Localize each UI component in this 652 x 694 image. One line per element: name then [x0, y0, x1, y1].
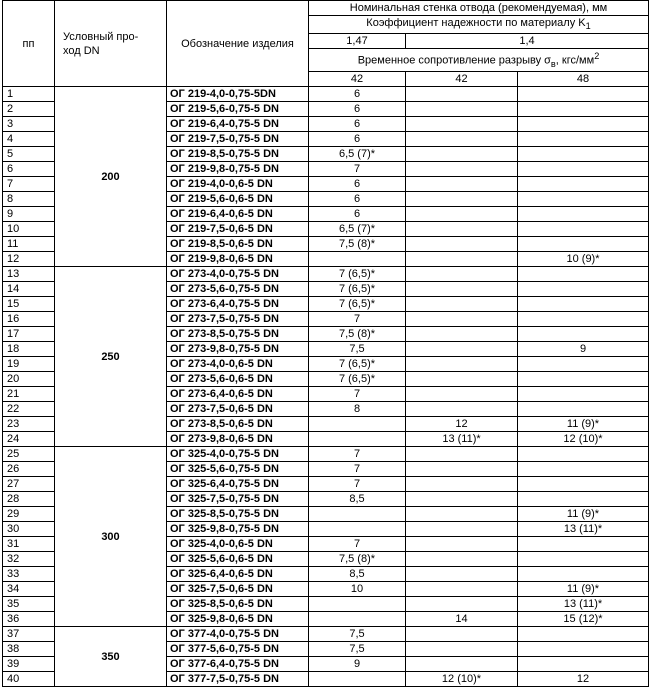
product-designation: ОГ 273-4,0-0,75-5 DN — [167, 267, 309, 282]
product-designation: ОГ 325-9,8-0,6-5 DN — [167, 612, 309, 627]
wall-value-147-42 — [309, 522, 406, 537]
product-designation: ОГ 273-7,5-0,75-5 DN — [167, 312, 309, 327]
product-designation: ОГ 273-8,5-0,6-5 DN — [167, 417, 309, 432]
row-number: 38 — [3, 642, 55, 657]
row-number: 32 — [3, 552, 55, 567]
wall-value-14-42 — [406, 372, 518, 387]
wall-value-14-42 — [406, 462, 518, 477]
row-number: 7 — [3, 177, 55, 192]
row-number: 27 — [3, 477, 55, 492]
product-designation: ОГ 219-6,4-0,6-5 DN — [167, 207, 309, 222]
wall-value-14-48 — [518, 462, 649, 477]
product-designation: ОГ 219-8,5-0,75-5 DN — [167, 147, 309, 162]
product-designation: ОГ 219-4,0-0,6-5 DN — [167, 177, 309, 192]
wall-value-147-42 — [309, 597, 406, 612]
row-number: 35 — [3, 597, 55, 612]
wall-value-147-42: 6 — [309, 87, 406, 102]
wall-value-14-42 — [406, 312, 518, 327]
product-designation: ОГ 273-5,6-0,75-5 DN — [167, 282, 309, 297]
product-designation: ОГ 219-8,5-0,6-5 DN — [167, 237, 309, 252]
wall-value-14-48 — [518, 402, 649, 417]
wall-value-14-42 — [406, 507, 518, 522]
product-designation: ОГ 325-7,5-0,6-5 DN — [167, 582, 309, 597]
product-designation: ОГ 219-5,6-0,75-5 DN — [167, 102, 309, 117]
wall-value-14-48: 13 (11)* — [518, 597, 649, 612]
wall-value-147-42: 7,5 — [309, 627, 406, 642]
wall-value-14-42 — [406, 357, 518, 372]
table-row — [3, 447, 649, 462]
wall-value-147-42: 7 — [309, 312, 406, 327]
header-dn — [55, 1, 167, 87]
row-number: 30 — [3, 522, 55, 537]
row-number: 5 — [3, 147, 55, 162]
wall-value-147-42 — [309, 417, 406, 432]
wall-value-147-42: 7 (6,5)* — [309, 267, 406, 282]
row-number: 22 — [3, 402, 55, 417]
wall-value-14-42 — [406, 222, 518, 237]
wall-value-14-48 — [518, 567, 649, 582]
wall-value-147-42: 7,5 (8)* — [309, 237, 406, 252]
row-number: 39 — [3, 657, 55, 672]
wall-value-14-42 — [406, 87, 518, 102]
wall-value-14-42 — [406, 327, 518, 342]
header-coef-b: 1,4 — [406, 34, 649, 49]
row-number: 15 — [3, 297, 55, 312]
wall-value-14-48 — [518, 357, 649, 372]
wall-value-147-42: 6 — [309, 177, 406, 192]
wall-value-14-42 — [406, 282, 518, 297]
wall-value-14-42: 12 (10)* — [406, 672, 518, 687]
wall-value-147-42: 7 (6,5)* — [309, 282, 406, 297]
product-designation: ОГ 219-7,5-0,6-5 DN — [167, 222, 309, 237]
table-row — [3, 87, 649, 102]
wall-value-14-48 — [518, 102, 649, 117]
wall-value-14-42 — [406, 657, 518, 672]
product-designation: ОГ 219-7,5-0,75-5 DN — [167, 132, 309, 147]
wall-value-14-42 — [406, 147, 518, 162]
header-designation: Обозначение изделия — [167, 1, 309, 87]
table-row — [3, 267, 649, 282]
wall-value-14-42 — [406, 477, 518, 492]
product-designation: ОГ 325-6,4-0,75-5 DN — [167, 477, 309, 492]
header-strength-b: 42 — [406, 72, 518, 87]
row-number: 20 — [3, 372, 55, 387]
header-coef-sub: 1 — [585, 21, 591, 32]
wall-value-147-42: 7,5 (8)* — [309, 552, 406, 567]
header-strength-title — [309, 49, 649, 72]
row-number: 11 — [3, 237, 55, 252]
wall-value-14-48: 13 (11)* — [518, 522, 649, 537]
wall-value-147-42: 7,5 — [309, 642, 406, 657]
wall-value-147-42: 6 — [309, 207, 406, 222]
product-designation: ОГ 325-5,6-0,75-5 DN — [167, 462, 309, 477]
product-designation: ОГ 325-9,8-0,75-5 DN — [167, 522, 309, 537]
wall-value-14-48 — [518, 312, 649, 327]
wall-value-14-48 — [518, 132, 649, 147]
wall-value-14-42: 13 (11)* — [406, 432, 518, 447]
header-wall-title: Номинальная стенка отвода (рекомендуемая), мм — [309, 1, 649, 16]
wall-value-14-42 — [406, 642, 518, 657]
wall-value-14-42 — [406, 447, 518, 462]
product-designation: ОГ 273-8,5-0,75-5 DN — [167, 327, 309, 342]
header-strength-unit: , кгс/мм — [555, 54, 595, 67]
wall-value-14-48: 11 (9)* — [518, 582, 649, 597]
wall-value-14-42 — [406, 342, 518, 357]
wall-value-147-42: 10 — [309, 582, 406, 597]
wall-value-147-42: 6 — [309, 102, 406, 117]
header-strength-a: 42 — [309, 72, 406, 87]
pipe-bend-table — [2, 0, 649, 687]
wall-value-147-42: 7 — [309, 477, 406, 492]
dn-group-cell: 300 — [55, 447, 167, 627]
wall-value-14-48 — [518, 207, 649, 222]
wall-value-14-48 — [518, 162, 649, 177]
wall-value-14-48 — [518, 537, 649, 552]
wall-value-14-48: 12 — [518, 672, 649, 687]
wall-value-147-42 — [309, 252, 406, 267]
row-number: 24 — [3, 432, 55, 447]
wall-value-14-42: 14 — [406, 612, 518, 627]
wall-value-14-48 — [518, 477, 649, 492]
product-designation: ОГ 325-5,6-0,6-5 DN — [167, 552, 309, 567]
wall-value-147-42 — [309, 672, 406, 687]
wall-value-14-48 — [518, 177, 649, 192]
wall-value-14-42 — [406, 582, 518, 597]
wall-value-147-42: 8,5 — [309, 567, 406, 582]
header-strength-sub: в — [550, 59, 556, 70]
header-strength-sup: 2 — [594, 51, 600, 62]
wall-value-14-48 — [518, 642, 649, 657]
wall-value-14-48: 10 (9)* — [518, 252, 649, 267]
wall-value-147-42: 7 (6,5)* — [309, 372, 406, 387]
wall-value-14-48 — [518, 147, 649, 162]
row-number: 28 — [3, 492, 55, 507]
product-designation: ОГ 219-5,6-0,6-5 DN — [167, 192, 309, 207]
wall-value-147-42: 7 — [309, 387, 406, 402]
wall-value-147-42: 7,5 — [309, 342, 406, 357]
product-designation: ОГ 377-6,4-0,75-5 DN — [167, 657, 309, 672]
wall-value-14-42 — [406, 192, 518, 207]
wall-value-14-42 — [406, 162, 518, 177]
row-number: 6 — [3, 162, 55, 177]
row-number: 13 — [3, 267, 55, 282]
wall-value-147-42: 6 — [309, 132, 406, 147]
wall-value-14-48: 11 (9)* — [518, 507, 649, 522]
product-designation: ОГ 377-4,0-0,75-5 DN — [167, 627, 309, 642]
wall-value-14-42 — [406, 552, 518, 567]
wall-value-14-48 — [518, 492, 649, 507]
wall-value-14-42 — [406, 297, 518, 312]
wall-value-14-48 — [518, 387, 649, 402]
wall-value-14-48 — [518, 87, 649, 102]
row-number: 9 — [3, 207, 55, 222]
row-number: 37 — [3, 627, 55, 642]
row-number: 34 — [3, 582, 55, 597]
row-number: 17 — [3, 327, 55, 342]
wall-value-14-42 — [406, 627, 518, 642]
wall-value-14-48 — [518, 372, 649, 387]
wall-value-14-48 — [518, 657, 649, 672]
wall-value-14-48 — [518, 237, 649, 252]
header-dn-line2: ход DN — [63, 44, 100, 57]
wall-value-147-42 — [309, 612, 406, 627]
wall-value-147-42 — [309, 432, 406, 447]
wall-value-147-42: 6,5 (7)* — [309, 147, 406, 162]
row-number: 8 — [3, 192, 55, 207]
product-designation: ОГ 377-5,6-0,75-5 DN — [167, 642, 309, 657]
table-row — [3, 627, 649, 642]
wall-value-147-42: 6 — [309, 117, 406, 132]
wall-value-14-42 — [406, 492, 518, 507]
wall-value-14-48 — [518, 222, 649, 237]
row-number: 18 — [3, 342, 55, 357]
wall-value-147-42: 7 (6,5)* — [309, 297, 406, 312]
product-designation: ОГ 325-4,0-0,6-5 DN — [167, 537, 309, 552]
header-dn-line1: Условный про- — [63, 30, 139, 43]
wall-value-147-42: 8,5 — [309, 492, 406, 507]
wall-value-14-48: 15 (12)* — [518, 612, 649, 627]
row-number: 2 — [3, 102, 55, 117]
wall-value-14-42 — [406, 117, 518, 132]
wall-value-147-42: 8 — [309, 402, 406, 417]
wall-value-14-42 — [406, 132, 518, 147]
row-number: 25 — [3, 447, 55, 462]
product-designation: ОГ 377-7,5-0,75-5 DN — [167, 672, 309, 687]
dn-group-cell: 200 — [55, 87, 167, 267]
wall-value-14-48 — [518, 552, 649, 567]
product-designation: ОГ 273-6,4-0,75-5 DN — [167, 297, 309, 312]
row-number: 40 — [3, 672, 55, 687]
dn-group-cell: 350 — [55, 627, 167, 687]
product-designation: ОГ 219-4,0-0,75-5DN — [167, 87, 309, 102]
row-number: 12 — [3, 252, 55, 267]
product-designation: ОГ 273-9,8-0,6-5 DN — [167, 432, 309, 447]
wall-value-14-42 — [406, 177, 518, 192]
product-designation: ОГ 219-6,4-0,75-5 DN — [167, 117, 309, 132]
wall-value-14-42 — [406, 252, 518, 267]
wall-value-147-42: 7 (6,5)* — [309, 357, 406, 372]
product-designation: ОГ 325-4,0-0,75-5 DN — [167, 447, 309, 462]
row-number: 23 — [3, 417, 55, 432]
wall-value-14-48: 9 — [518, 342, 649, 357]
table-header — [3, 1, 649, 87]
wall-value-14-42 — [406, 267, 518, 282]
row-number: 36 — [3, 612, 55, 627]
product-designation: ОГ 273-6,4-0,6-5 DN — [167, 387, 309, 402]
header-coef-a: 1,47 — [309, 34, 406, 49]
row-number: 31 — [3, 537, 55, 552]
row-number: 3 — [3, 117, 55, 132]
wall-value-147-42: 9 — [309, 657, 406, 672]
row-number: 33 — [3, 567, 55, 582]
product-designation: ОГ 325-8,5-0,6-5 DN — [167, 597, 309, 612]
wall-value-147-42 — [309, 507, 406, 522]
wall-value-147-42: 6,5 (7)* — [309, 222, 406, 237]
wall-value-147-42: 7 — [309, 447, 406, 462]
wall-value-14-48 — [518, 297, 649, 312]
wall-value-14-42 — [406, 402, 518, 417]
wall-value-14-42: 12 — [406, 417, 518, 432]
header-strength-text: Временное сопротивление разрыву σ — [357, 54, 551, 67]
wall-value-14-48 — [518, 192, 649, 207]
row-number: 16 — [3, 312, 55, 327]
row-number: 26 — [3, 462, 55, 477]
row-number: 14 — [3, 282, 55, 297]
wall-value-147-42: 7,5 (8)* — [309, 327, 406, 342]
wall-value-14-42 — [406, 597, 518, 612]
wall-value-14-48 — [518, 117, 649, 132]
product-designation: ОГ 273-7,5-0,6-5 DN — [167, 402, 309, 417]
header-pp: пп — [3, 1, 55, 87]
table-body — [3, 87, 649, 687]
row-number: 1 — [3, 87, 55, 102]
row-number: 10 — [3, 222, 55, 237]
header-strength-c: 48 — [518, 72, 649, 87]
header-coef-title — [309, 16, 649, 34]
wall-value-147-42: 7 — [309, 462, 406, 477]
wall-value-147-42: 6 — [309, 192, 406, 207]
product-designation: ОГ 273-9,8-0,75-5 DN — [167, 342, 309, 357]
wall-value-14-42 — [406, 237, 518, 252]
dn-group-cell: 250 — [55, 267, 167, 447]
wall-value-14-48 — [518, 447, 649, 462]
wall-value-14-48: 11 (9)* — [518, 417, 649, 432]
wall-value-14-42 — [406, 102, 518, 117]
product-designation: ОГ 325-8,5-0,75-5 DN — [167, 507, 309, 522]
row-number: 29 — [3, 507, 55, 522]
wall-value-14-48: 12 (10)* — [518, 432, 649, 447]
row-number: 19 — [3, 357, 55, 372]
wall-value-14-42 — [406, 567, 518, 582]
product-designation: ОГ 273-5,6-0,6-5 DN — [167, 372, 309, 387]
wall-value-14-42 — [406, 522, 518, 537]
wall-value-14-48 — [518, 327, 649, 342]
wall-value-14-48 — [518, 627, 649, 642]
wall-value-14-48 — [518, 267, 649, 282]
wall-value-14-42 — [406, 537, 518, 552]
row-number: 21 — [3, 387, 55, 402]
row-number: 4 — [3, 132, 55, 147]
wall-value-14-42 — [406, 207, 518, 222]
wall-value-147-42: 7 — [309, 162, 406, 177]
product-designation: ОГ 273-4,0-0,6-5 DN — [167, 357, 309, 372]
header-coef-text: Коэффициент надежности по материалу K — [366, 17, 586, 29]
product-designation: ОГ 219-9,8-0,6-5 DN — [167, 252, 309, 267]
product-designation: ОГ 325-6,4-0,6-5 DN — [167, 567, 309, 582]
product-designation: ОГ 325-7,5-0,75-5 DN — [167, 492, 309, 507]
product-designation: ОГ 219-9,8-0,75-5 DN — [167, 162, 309, 177]
wall-value-14-48 — [518, 282, 649, 297]
wall-value-147-42: 7 — [309, 537, 406, 552]
wall-value-14-42 — [406, 387, 518, 402]
